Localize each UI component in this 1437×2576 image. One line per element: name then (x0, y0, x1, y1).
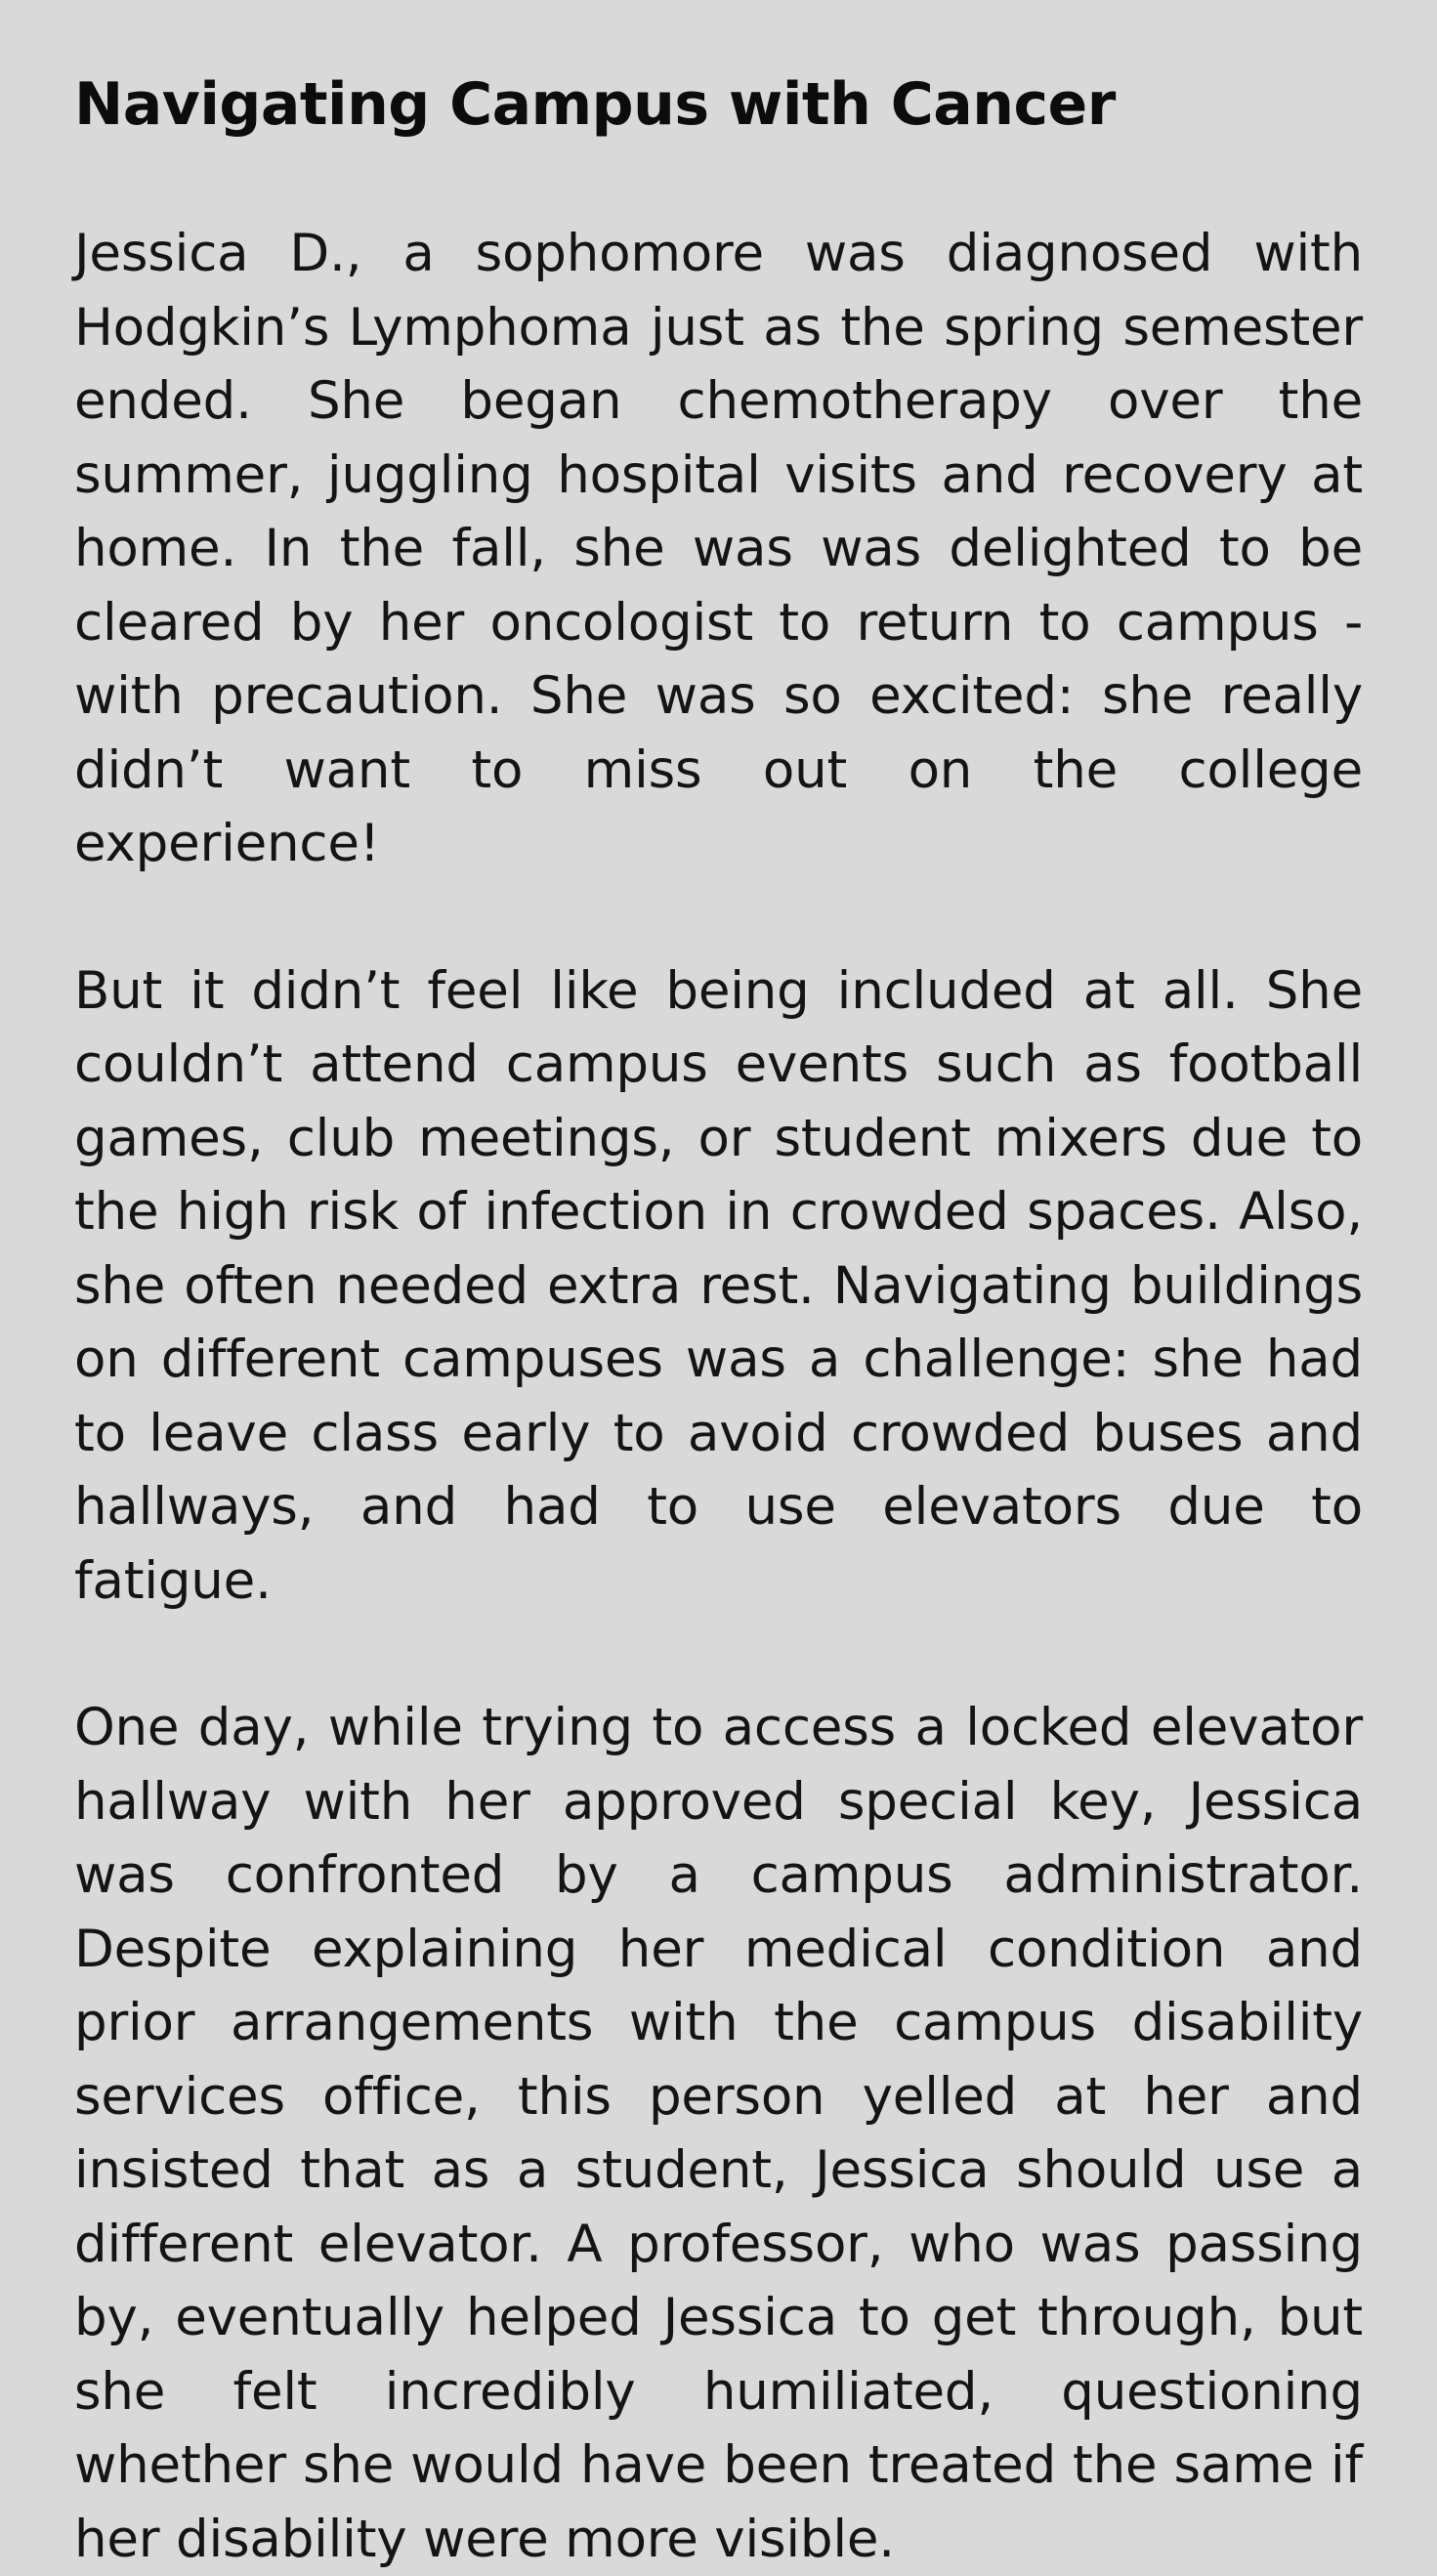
article-paragraph-3: One day, while trying to access a locked elevator hallway with her approved special key, Jessica was confronted by a campus administrator. Despite explaining her medical condition and prior arrangements with the campus disability services office, this person yelled at her and insisted that as a student, Jessica should use a different elevator. A professor, who was passing by, eventually helped Jessica to get through, but she felt incredibly humiliated, questioning whether she would have been treated the same if her disability were more visible. (74, 1698, 1363, 2569)
article-title: Navigating Campus with Cancer (74, 70, 1116, 139)
article-paragraph-1: Jessica D., a sophomore was diagnosed with Hodgkin’s Lymphoma just as the spring semester ended. She began chemotherapy over the summer, juggling hospital visits and recovery at home. In the fall, she was was delighted to be cleared by her oncologist to return to campus - with precaution. She was so excited: she really didn’t want to miss out on the college experience! (74, 224, 1363, 873)
article-paragraph-2: But it didn’t feel like being included at all. She couldn’t attend campus events such as football games, club meetings, or student mixers due to the high risk of infection in crowded spaces. Also, she often needed extra rest. Navigating buildings on different campuses was a challenge: she had to leave class early to avoid crowded buses and hallways, and had to use elevators due to fatigue. (74, 960, 1363, 1611)
